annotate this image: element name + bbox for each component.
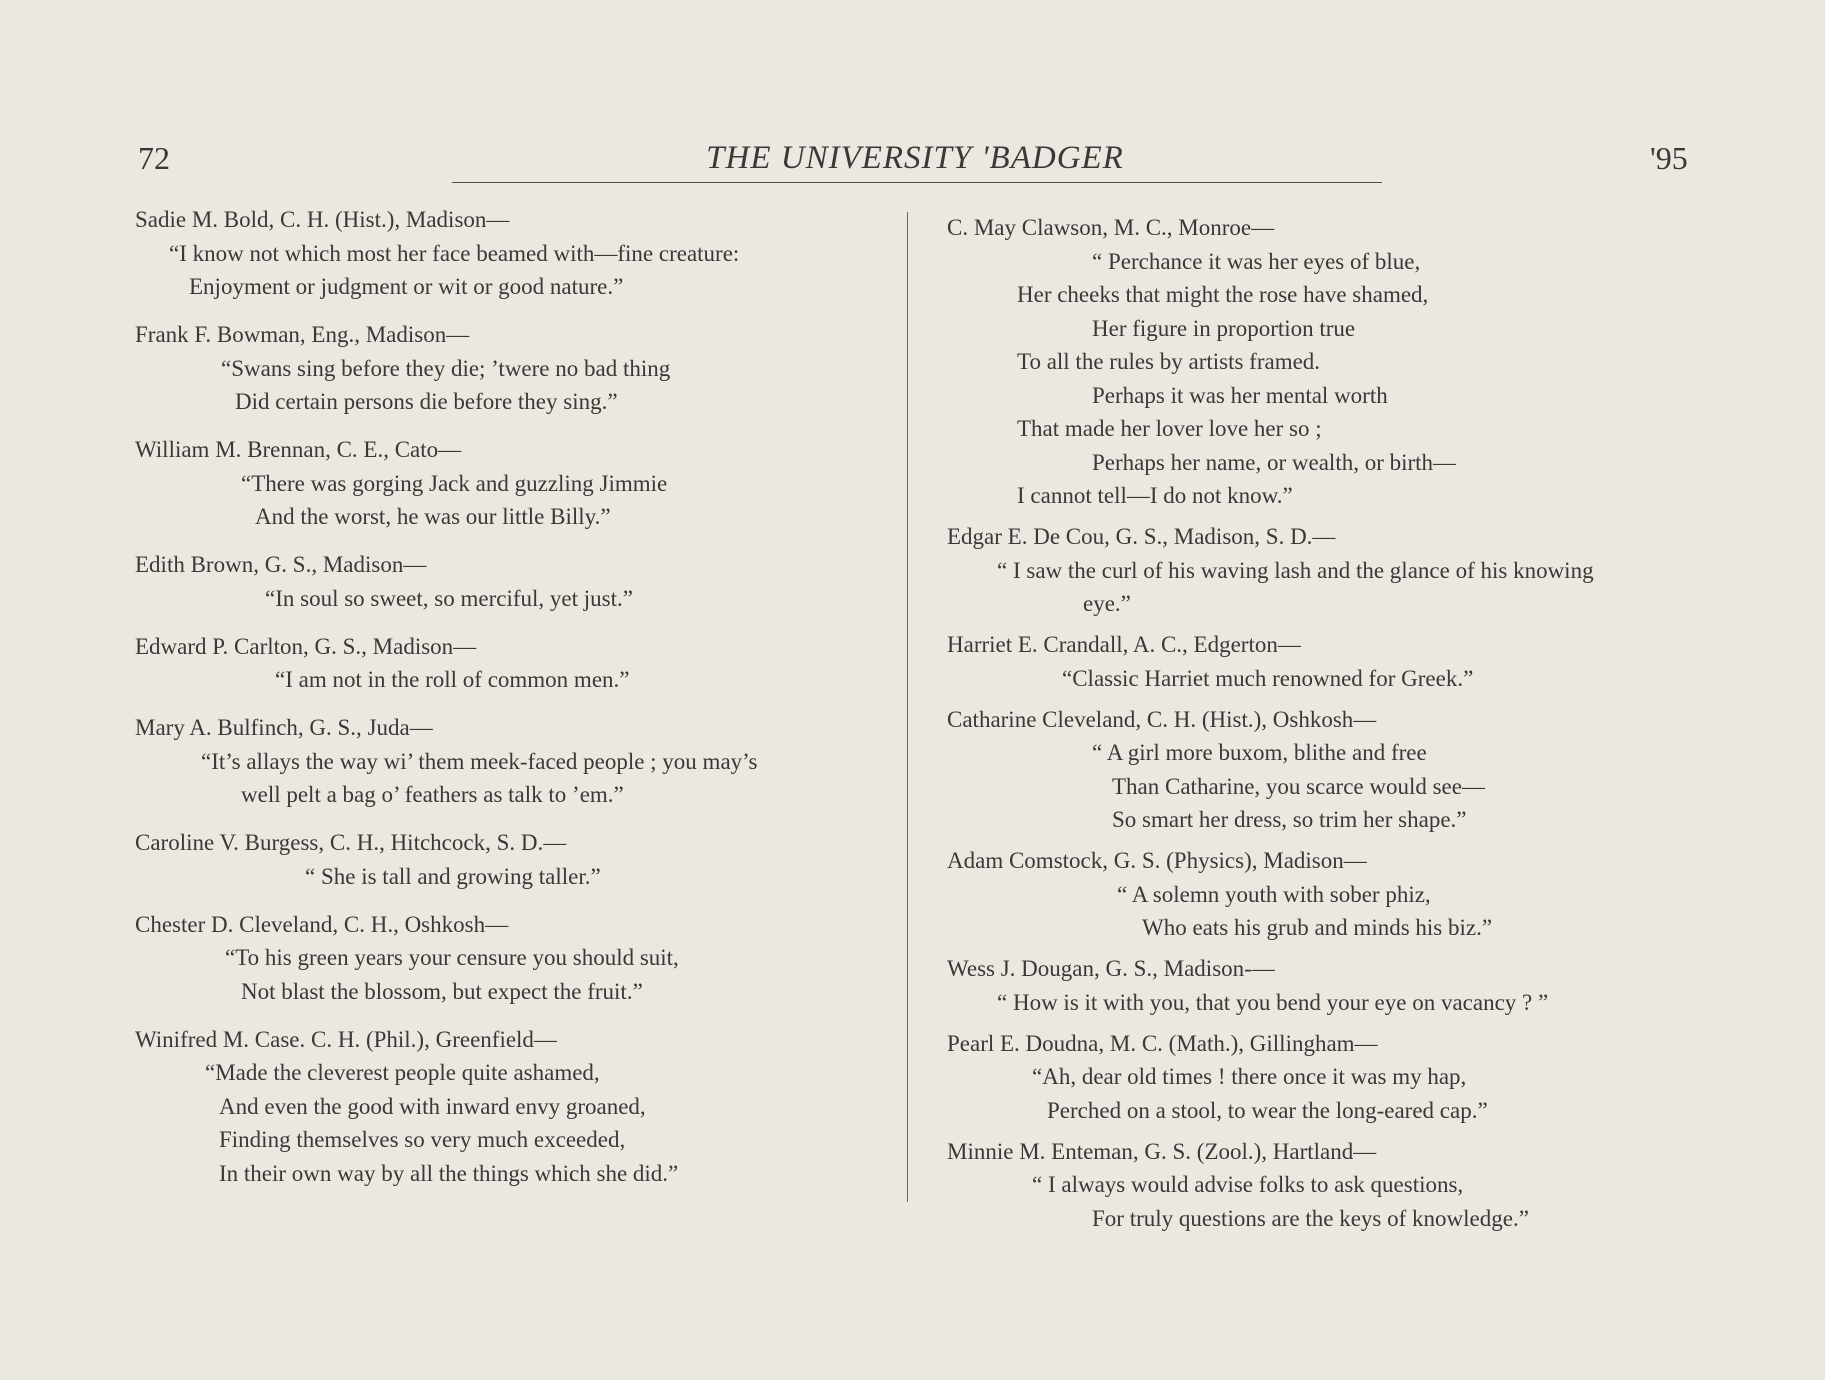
quote-line: “Ah, dear old times ! there once it was my hap, <box>1032 1064 1467 1089</box>
quote-line: Perhaps it was her mental worth <box>1092 382 1388 408</box>
entry-name: Wess J. Dougan, G. S., Madison-— <box>947 956 1275 981</box>
quote-line: eye.” <box>1083 591 1131 616</box>
quote-line: “I am not in the roll of common men.” <box>275 667 630 692</box>
entry-name: Pearl E. Doudna, M. C. (Math.), Gillingham— <box>947 1030 1378 1056</box>
entry <box>947 211 1707 513</box>
quote-line: “ She is tall and growing taller.” <box>305 863 601 889</box>
quote-line: And even the good with inward envy groaned, <box>219 1093 646 1119</box>
right-column <box>947 211 1707 1243</box>
quote-line: To all the rules by artists framed. <box>1017 349 1321 374</box>
quote-line: Her cheeks that might the rose have shamed, <box>1017 282 1429 307</box>
quote-line: Not blast the blossom, but expect the fruit.” <box>241 978 643 1004</box>
entry <box>947 952 1707 1019</box>
entry <box>135 433 895 534</box>
running-title: THE UNIVERSITY 'BADGER <box>706 140 1124 176</box>
quote-line: So smart her dress, so trim her shape.” <box>1112 807 1467 832</box>
entry-name: Frank F. Bowman, Eng., Madison— <box>135 322 470 347</box>
quote-line: “ I saw the curl of his waving lash and the glance of his knowing <box>997 557 1594 583</box>
quote-line: Finding themselves so very much exceeded, <box>219 1127 626 1152</box>
quote-line: “ A girl more buxom, blithe and free <box>1092 740 1427 765</box>
entry <box>135 203 895 304</box>
entry-name: Mary A. Bulfinch, G. S., Juda— <box>135 715 433 740</box>
quote-line: “In soul so sweet, so merciful, yet just.” <box>265 585 633 611</box>
column-divider <box>907 212 908 1202</box>
quote-line: I cannot tell—I do not know.” <box>1017 483 1293 508</box>
entry-name: Caroline V. Burgess, C. H., Hitchcock, S. D.— <box>135 830 567 855</box>
entry <box>135 630 895 697</box>
quote-line: “ How is it with you, that you bend your eye on vacancy ? ” <box>997 989 1549 1015</box>
quote-line: Did certain persons die before they sing.” <box>235 389 618 414</box>
quote-line: Her figure in proportion true <box>1092 315 1356 341</box>
entry <box>135 318 895 419</box>
entry <box>947 628 1707 695</box>
entry-name: Harriet E. Crandall, A. C., Edgerton— <box>947 632 1301 657</box>
entry <box>947 703 1707 837</box>
entry-name: Edith Brown, G. S., Madison— <box>135 552 427 577</box>
quote-line: “There was gorging Jack and guzzling Jimmie <box>241 470 668 496</box>
entry-name: William M. Brennan, C. E., Cato— <box>135 437 462 462</box>
quote-line: “ Perchance it was her eyes of blue, <box>1092 248 1421 274</box>
quote-line: Who eats his grub and minds his biz.” <box>1142 915 1493 940</box>
entry <box>947 844 1707 945</box>
entry-name: Edward P. Carlton, G. S., Madison— <box>135 633 477 659</box>
entry <box>135 711 895 812</box>
header-rule <box>452 182 1382 183</box>
quote-line: “ I always would advise folks to ask questions, <box>1032 1172 1464 1197</box>
quote-line: “Swans sing before they die; ’twere no bad thing <box>221 355 671 381</box>
entry-name: Minnie M. Enteman, G. S. (Zool.), Hartland— <box>947 1138 1377 1164</box>
quote-line: “ A solemn youth with sober phiz, <box>1117 881 1431 907</box>
entry <box>135 908 895 1009</box>
entry-name: Chester D. Cleveland, C. H., Oshkosh— <box>135 911 509 937</box>
quote-line: “To his green years your censure you should suit, <box>225 945 679 970</box>
quote-line: well pelt a bag o’ feathers as talk to ’em.” <box>241 782 624 807</box>
class-year: '95 <box>1650 140 1688 176</box>
quote-line: “Made the cleverest people quite ashamed, <box>205 1060 600 1085</box>
entry-name: C. May Clawson, M. C., Monroe— <box>947 215 1275 240</box>
left-column <box>135 203 895 1205</box>
quote-line: “I know not which most her face beamed with—fine creature: <box>169 240 740 266</box>
entry-name: Edgar E. De Cou, G. S., Madison, S. D.— <box>947 524 1336 549</box>
entry-name: Sadie M. Bold, C. H. (Hist.), Madison— <box>135 207 510 232</box>
quote-line: Perched on a stool, to wear the long-eared cap.” <box>1047 1097 1488 1123</box>
quote-line: In their own way by all the things which she did.” <box>219 1160 679 1186</box>
entry-name: Catharine Cleveland, C. H. (Hist.), Oshkosh— <box>947 706 1377 732</box>
entry <box>947 1027 1707 1128</box>
quote-line: For truly questions are the keys of knowledge.” <box>1092 1205 1529 1231</box>
quote-line: Enjoyment or judgment or wit or good nature.” <box>189 274 624 299</box>
quote-line: Than Catharine, you scarce would see— <box>1112 773 1485 799</box>
entry <box>947 1135 1707 1236</box>
entry <box>135 1023 895 1191</box>
quote-line: “It’s allays the way wi’ them meek-faced people ; you may’s <box>201 748 758 774</box>
entry <box>947 520 1707 621</box>
quote-line: And the worst, he was our little Billy.” <box>255 504 611 529</box>
page-number: 72 <box>138 140 170 176</box>
page-header <box>0 140 1825 190</box>
entry-name: Adam Comstock, G. S. (Physics), Madison— <box>947 848 1367 873</box>
entry <box>135 826 895 893</box>
quote-line: Perhaps her name, or wealth, or birth— <box>1092 449 1457 475</box>
entry-name: Winifred M. Case. C. H. (Phil.), Greenfield— <box>135 1026 557 1052</box>
entry <box>135 548 895 615</box>
quote-line: “Classic Harriet much renowned for Greek.” <box>1062 665 1474 691</box>
quote-line: That made her lover love her so ; <box>1017 416 1322 441</box>
